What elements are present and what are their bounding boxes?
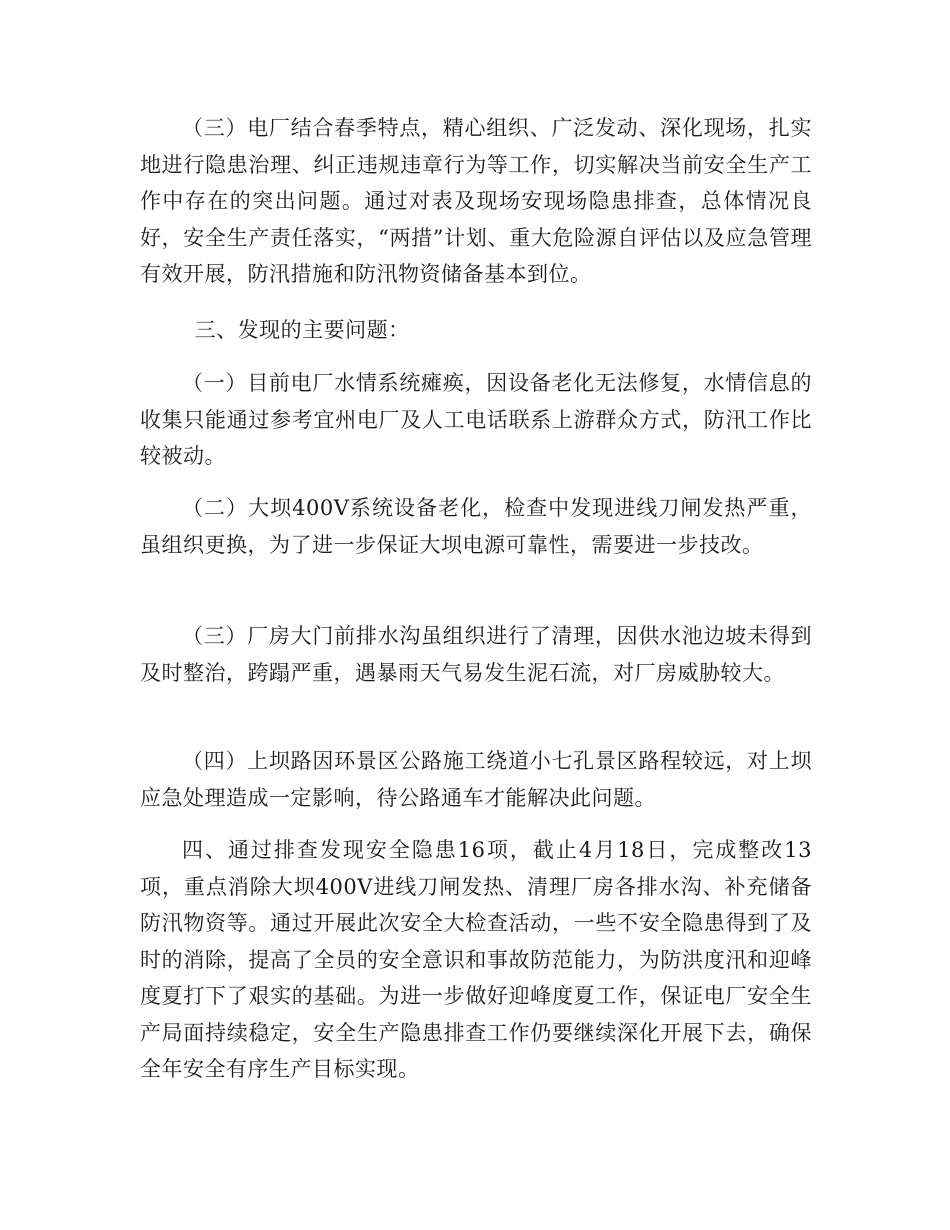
paragraph-rectification-summary: 四、通过排查发现安全隐患16项，截止4月18日，完成整改13项，重点消除大坝400V进线刀闸发热、清理厂房各排水沟、补充储备防汛物资等。通过开展此次安全大检查活动，一些不安全隐患得到了及时的消除，提高了全员的安全意识和事故防范能力，为防洪度汛和迎峰度夏打下了艰实的基础。为进一步做好迎峰度夏工作，保证电厂安全生产局面持续稳定，安全生产隐患排查工作仍要继续深化开展下去，确保全年安全有序生产目标实现。 [140, 838, 812, 1081]
paragraph-problem-dam-400v: （二）大坝400V系统设备老化，检查中发现进线刀闸发热严重，虽组织更换，为了进一步保证大坝电源可靠性，需要进一步技改。 [140, 496, 812, 557]
paragraph-problem-dam-road: （四）上坝路因环景区公路施工绕道小七孔景区路程较远，对上坝应急处理造成一定影响，待公路通车才能解决此问题。 [140, 749, 812, 810]
paragraph-problem-drainage-ditch: （三）厂房大门前排水沟虽组织进行了清理，因供水池边坡未得到及时整治，跨蹋严重，遇暴雨天气易发生泥石流，对厂房威胁较大。 [140, 624, 812, 685]
section-heading-main-problems: 三、发现的主要问题： [194, 318, 410, 342]
paragraph-problem-hydrology-system: （一）目前电厂水情系统瘫痪，因设备老化无法修复，水情信息的收集只能通过参考宜州电厂及人工电话联系上游群众方式，防汛工作比较被动。 [140, 371, 812, 468]
paragraph-spring-inspection: （三）电厂结合春季特点，精心组织、广泛发动、深化现场，扎实地进行隐患治理、纠正违规违章行为等工作，切实解决当前安全生产工作中存在的突出问题。通过对表及现场安现场隐患排查，总体情况良好，安全生产责任落实，“两措”计划、重大危险源自评估以及应急管理有效开展，防汛措施和防汛物资储备基本到位。 [140, 116, 812, 286]
